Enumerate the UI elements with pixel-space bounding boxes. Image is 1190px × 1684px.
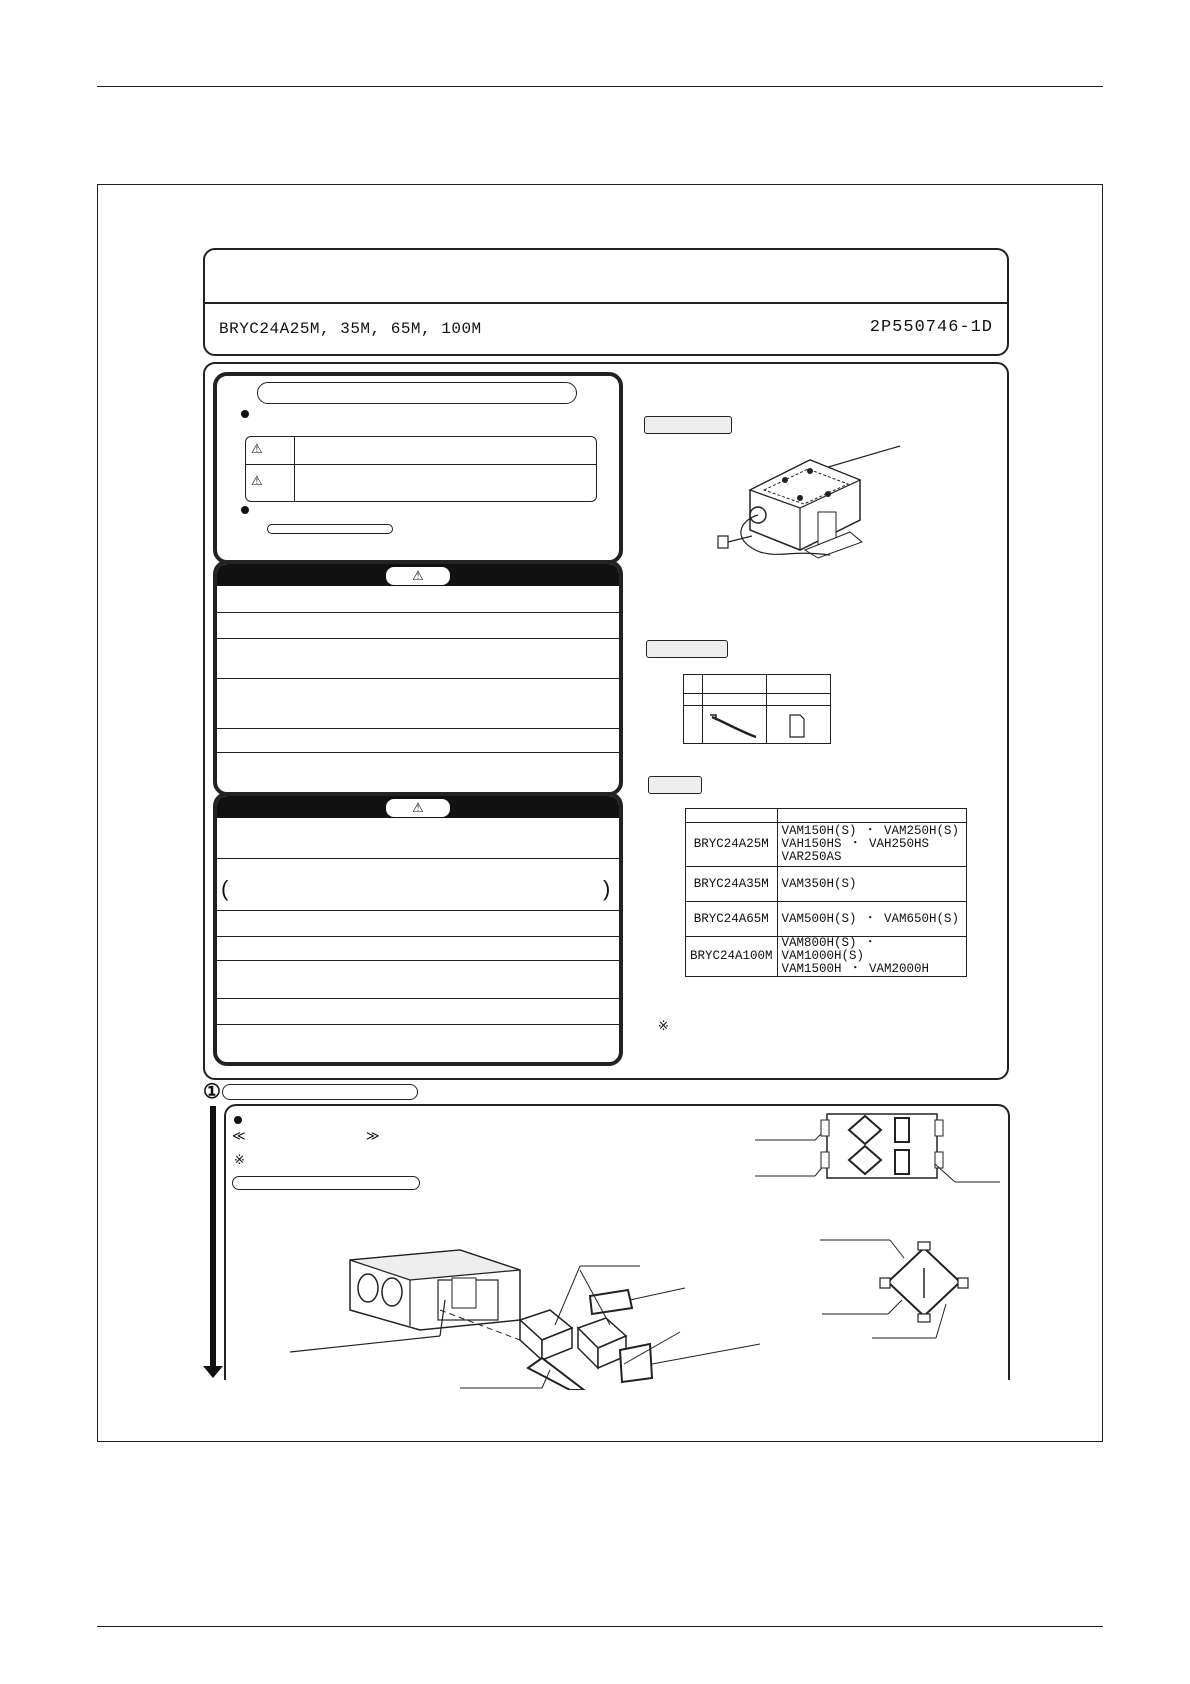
caution-panel	[213, 792, 623, 1066]
units-cell: VAM350H(S)	[777, 867, 966, 902]
sub-step-pill	[232, 1176, 420, 1190]
model-line: BRYC24A25M, 35M, 65M, 100M	[219, 320, 482, 338]
clamp-icon	[706, 709, 762, 741]
step-title-pill	[222, 1084, 418, 1100]
document-number: 2P550746-1D	[869, 318, 993, 337]
caution-label	[385, 798, 451, 818]
row-divider	[217, 998, 619, 999]
step-arrow-shaft	[210, 1106, 216, 1368]
footer-rule	[97, 1626, 1103, 1627]
row-divider	[217, 638, 619, 639]
model-cell: BRYC24A100M	[686, 937, 778, 977]
row-divider	[217, 858, 619, 859]
row-divider	[217, 936, 619, 937]
unit-filter-illustration	[280, 1240, 780, 1390]
warning-panel	[213, 560, 623, 796]
row-divider	[217, 1024, 619, 1025]
guillemet-left: ≪	[232, 1128, 246, 1143]
title-divider	[205, 302, 1007, 304]
caution-icon: ⚠	[251, 473, 263, 488]
row-divider	[217, 728, 619, 729]
safety-precautions-panel	[213, 372, 623, 564]
heat-exchange-element-illustration	[820, 1228, 1000, 1348]
manual-sheet-icon	[784, 711, 814, 741]
bullet	[241, 410, 249, 418]
title-box	[203, 248, 1009, 356]
unit-front-view	[755, 1108, 1005, 1188]
header-rule	[97, 86, 1103, 87]
safety-title-pill	[257, 382, 577, 404]
step-number: ①	[203, 1081, 221, 1103]
model-cell: BRYC24A65M	[686, 902, 778, 937]
warning-label	[385, 566, 451, 586]
reference-mark: ※	[658, 1018, 669, 1033]
row-divider	[217, 678, 619, 679]
caution-icon: ⚠	[412, 800, 424, 815]
accessories-tag	[646, 640, 728, 658]
models-tag	[648, 776, 702, 794]
units-cell: VAM800H(S) ・ VAM1000H(S) VAM1500H ・ VAM2000H	[777, 937, 966, 977]
header-units	[777, 809, 966, 823]
units-cell: VAM150H(S) ・ VAM250H(S) VAH150HS ・ VAH250HS VAR250AS	[777, 823, 966, 867]
applicable-models-table	[685, 808, 967, 977]
model-cell: BRYC24A25M	[686, 823, 778, 867]
product-tag	[644, 416, 732, 434]
warning-icon: ⚠	[251, 441, 263, 456]
bullet	[241, 506, 249, 514]
row-divider	[217, 612, 619, 613]
warning-icon: ⚠	[412, 568, 424, 583]
row-divider	[217, 910, 619, 911]
left-paren: (	[221, 876, 229, 901]
accessories-table	[683, 674, 831, 744]
warning-legend-box	[245, 436, 597, 502]
row-divider	[217, 752, 619, 753]
right-paren: )	[603, 876, 611, 901]
header-model	[686, 809, 778, 823]
model-cell: BRYC24A35M	[686, 867, 778, 902]
reference-mark: ※	[234, 1152, 245, 1167]
reference-pill	[267, 524, 393, 534]
guillemet-right: ≫	[366, 1128, 380, 1143]
row-divider	[217, 960, 619, 961]
units-cell: VAM500H(S) ・ VAM650H(S)	[777, 902, 966, 937]
bullet	[234, 1116, 242, 1124]
step-arrow-head	[203, 1366, 223, 1380]
adapter-pcb-illustration	[700, 440, 910, 590]
